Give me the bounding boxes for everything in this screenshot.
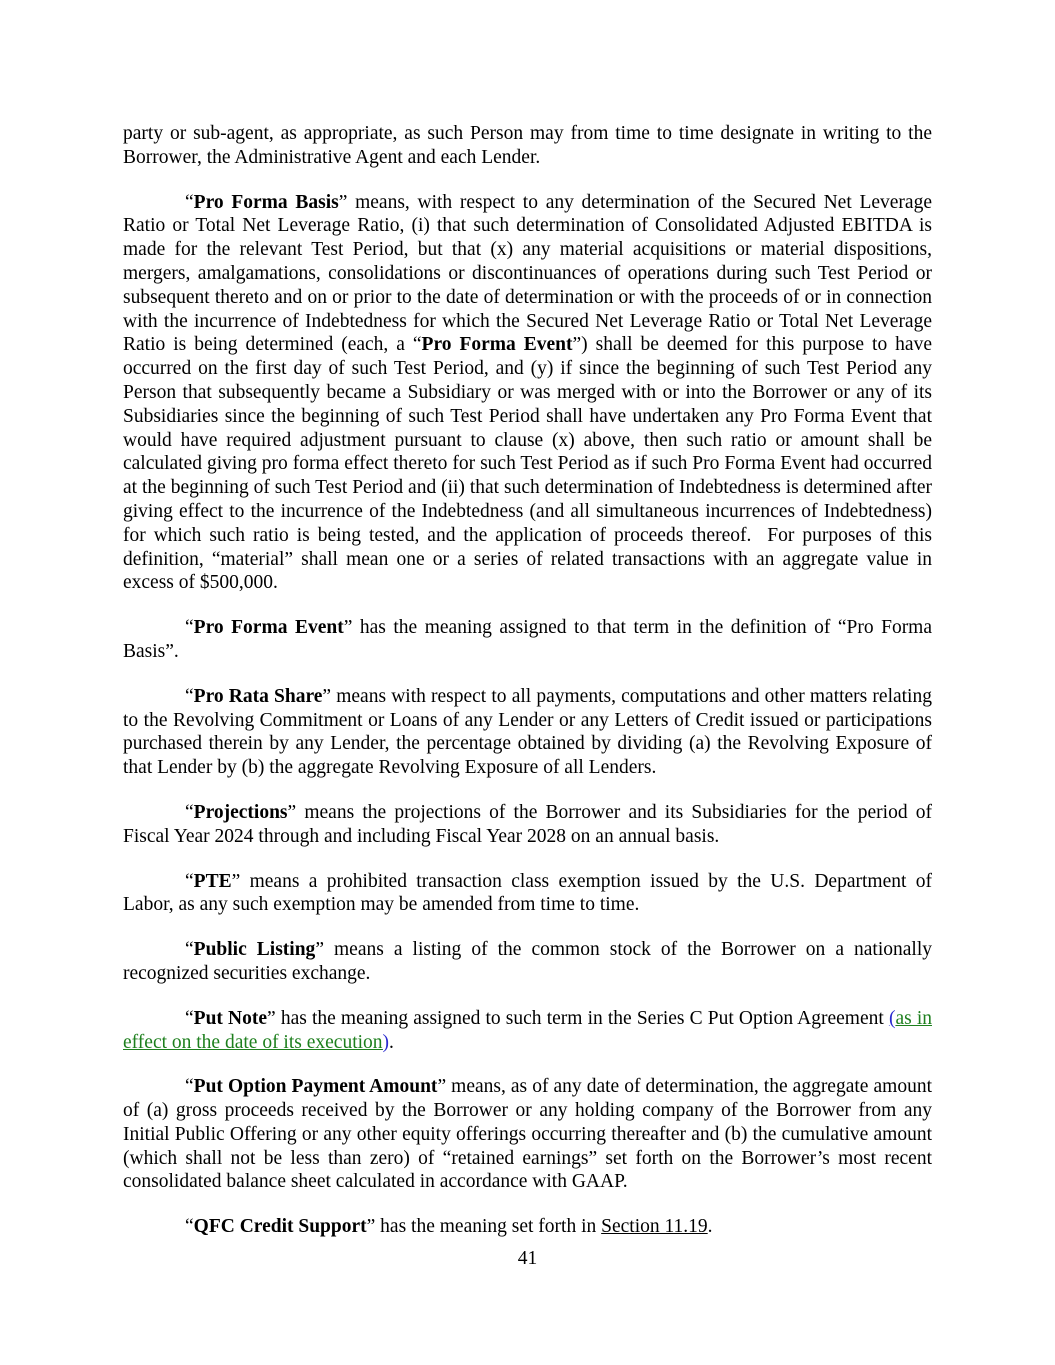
paragraph [123,1215,932,1239]
paragraph [123,191,932,596]
text-run: ” means, as of any date of determination, the aggregate amount of (a) gross proceeds received by the Borrower or any holding company of the Borrower from any Initial Public Offering or any other equity offerings occurring thereafter and (b) the cumulative amount (which shall not be less than zero) of “retained earnings” set forth on the Borrower’s most recent consolidated balance sheet calculated in accordance with GAAP. [123,1076,932,1193]
text-run: “ [185,191,194,213]
text-run: “ [185,1076,194,1098]
text-run: ” means with respect to all payments, computations and other matters relating to the Revolving Commitment or Loans of any Lender or any Letters of Credit issued or participations purchased therein by any Lender, the percentage obtained by dividing (a) the Revolving Exposure of that Lender by (b) the aggregate Revolving Exposure of all Lenders. [123,685,932,779]
text-run: ” means a prohibited transaction class exemption issued by the U.S. Department of Labor, as any such exemption may be amended from time to time. [123,870,932,916]
defined-term: Pro Forma Basis [193,191,339,213]
text-run: “ [185,1007,194,1029]
redline-insertion: ) [382,1031,390,1053]
paragraph [123,1075,932,1194]
text-run: ”) shall be deemed for this purpose to have occurred on the first day of such Test Period, and (y) if since the beginning of such Test Period any Person that subsequently became a Subsidiary or was merged with or into the Borrower or any of its Subsidiaries since the beginning of such Test Period shall have undertaken any Pro Forma Event that would have required adjustment pursuant to clause (x) above, then such ratio or amount shall be calculated giving pro forma effect thereto for such Test Period as if such Pro Forma Event had occurred at the beginning of such Test Period and (ii) that such determination of Indebtedness is determined after giving effect to the incurrence of the Indebtedness (and all simultaneous incurrences of Indebtedness) for which such ratio is being tested, and the application of proceeds thereof. For purposes of this definition, “material” shall mean one or a series of related transactions with an aggregate value in excess of $500,000. [123,334,932,594]
text-run: “ [185,617,194,639]
paragraph [123,616,932,664]
paragraph [123,122,932,170]
redline-moved-text: as in effect on the date of its execution [123,1007,932,1053]
defined-term: Public Listing [193,939,316,961]
defined-term: Projections [193,801,288,823]
defined-term: Put Note [193,1007,268,1029]
text-run: ” means the projections of the Borrower and its Subsidiaries for the period of Fiscal Year 2024 through and including Fiscal Year 2028 on an annual basis. [123,801,932,847]
defined-term: Pro Forma Event [193,617,344,639]
text-run: ” means a listing of the common stock of the Borrower on a nationally recognized securities exchange. [123,939,932,984]
defined-term: PTE [193,870,232,892]
text-run: . [389,1031,394,1053]
text-run: party or sub-agent, as appropriate, as such Person may from time to time designate in writing to the Borrower, the Administrative Agent and each Lender. [123,123,932,168]
document-body [123,122,932,1239]
paragraph [123,870,932,918]
text-run: “ [185,1216,194,1238]
text-run: “ [185,939,194,961]
section-reference[interactable]: Section 11.19 [601,1216,708,1238]
text-run: . [707,1216,713,1238]
text-run: ” has the meaning assigned to that term in the definition of “Pro Forma Basis”. [123,617,933,662]
defined-term: Pro Rata Share [193,685,323,707]
page-number: 41 [517,1248,538,1269]
defined-term: Pro Forma Event [421,334,573,356]
text-run: ” has the meaning assigned to such term in the Series C Put Option Agreement [267,1007,889,1029]
defined-term: QFC Credit Support [193,1216,367,1238]
text-run: ” means, with respect to any determination of the Secured Net Leverage Ratio or Total Net Leverage Ratio, (i) that such determination of Consolidated Adjusted EBITDA is made for the relevant Test Period, but that (x) any material acquisitions or material dispositions, mergers, amalgamations, consolidations or discontinuances of operations during such Test Period or subsequent thereto and on or prior to the date of determination or with the proceeds of or in connection with the incurrence of Indebtedness for which the Secured Net Leverage Ratio or Total Net Leverage Ratio is being determined (each, a “ [123,191,932,356]
text-run: “ [185,870,194,892]
paragraph [123,801,932,849]
redline-insertion: ( [888,1007,896,1029]
paragraph [123,938,932,986]
defined-term: Put Option Payment Amount [193,1076,438,1098]
text-run: “ [185,801,194,823]
text-run: “ [185,685,194,707]
text-run: ” has the meaning set forth in [366,1216,602,1238]
paragraph [123,685,932,780]
paragraph [123,1007,932,1055]
